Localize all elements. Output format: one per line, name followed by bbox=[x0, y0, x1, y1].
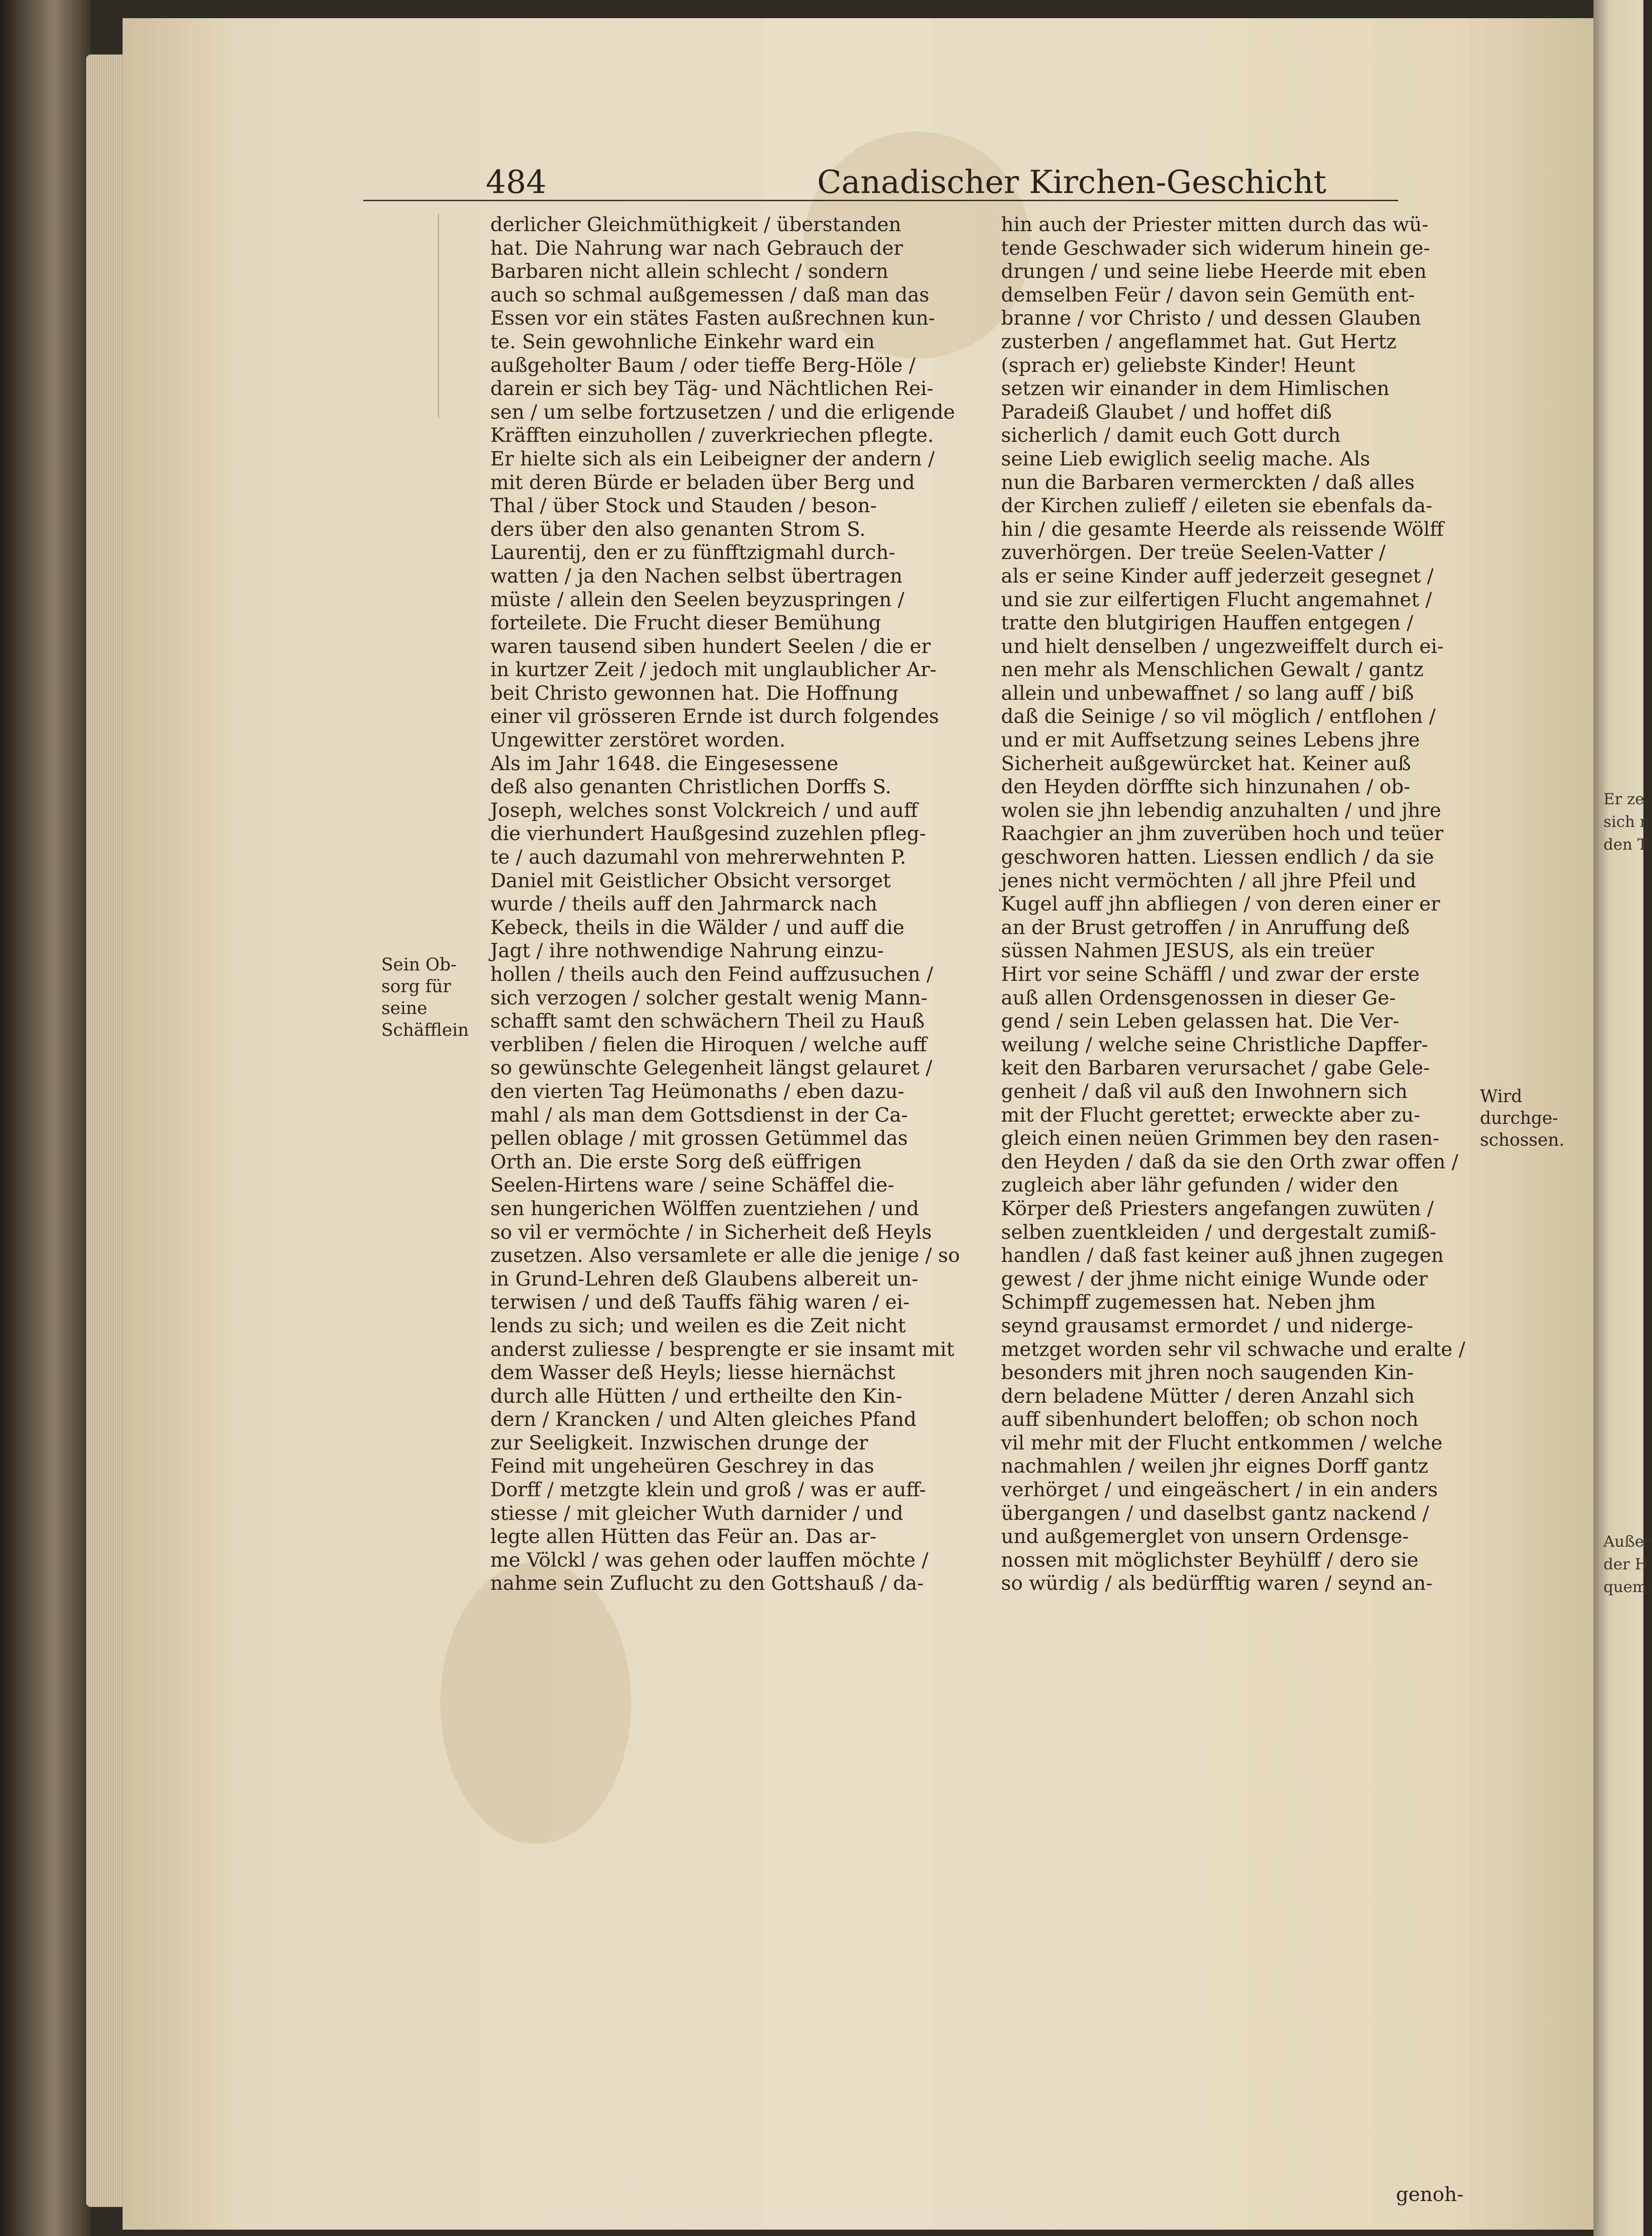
text-line: Thal / über Stock und Stauden / beson- bbox=[490, 495, 877, 518]
text-line: stiesse / mit gleicher Wuth darnider / und bbox=[490, 1502, 903, 1525]
text-line: Raachgier an jhm zuverüben hoch und teüer bbox=[1001, 822, 1444, 846]
next-page-text: der H bbox=[1603, 1555, 1648, 1573]
text-line: Als im Jahr 1648. die Eingesessene bbox=[490, 752, 838, 775]
text-line: setzen wir einander in dem Himlischen bbox=[1001, 377, 1390, 401]
text-line: deß also genanten Christlichen Dorffs S. bbox=[490, 776, 892, 799]
text-line: so gewünschte Gelegenheit längst gelauret / bbox=[490, 1057, 932, 1080]
text-line: Feind mit ungeheüren Geschrey in das bbox=[490, 1455, 874, 1478]
text-line: allein und unbewaffnet / so lang auff / biß bbox=[1001, 682, 1414, 705]
text-line: auff sibenhundert beloffen; ob schon noch bbox=[1001, 1408, 1419, 1431]
text-line: Sicherheit außgewürcket hat. Keiner auß bbox=[1001, 752, 1411, 775]
text-line: mit deren Bürde er beladen über Berg und bbox=[490, 471, 915, 494]
text-line: dern beladene Mütter / deren Anzahl sich bbox=[1001, 1385, 1415, 1408]
text-line: müste / allein den Seelen beyzuspringen / bbox=[490, 588, 905, 611]
text-line: verhörget / und eingeäschert / in ein anders bbox=[1001, 1479, 1438, 1502]
text-line: außgeholter Baum / oder tieffe Berg-Höle / bbox=[490, 354, 916, 377]
text-line: ders über den also genanten Strom S. bbox=[490, 518, 866, 541]
text-line: zuverhörgen. Der treüe Seelen-Vatter / bbox=[1001, 541, 1386, 564]
text-line: sich verzogen / solcher gestalt wenig Mann- bbox=[490, 986, 927, 1009]
text-line: hollen / theils auch den Feind auffzusuchen / bbox=[490, 963, 933, 986]
text-line: beit Christo gewonnen hat. Die Hoffnung bbox=[490, 682, 899, 705]
text-line: Ungewitter zerstöret worden. bbox=[490, 729, 786, 752]
text-line: lends zu sich; und weilen es die Zeit nicht bbox=[490, 1314, 906, 1337]
text-line: forteilete. Die Frucht dieser Bemühung bbox=[490, 612, 881, 635]
marginal-line: Wird bbox=[1480, 1086, 1523, 1106]
text-line: genheit / daß vil auß den Inwohnern sich bbox=[1001, 1080, 1408, 1103]
text-line: durch alle Hütten / und ertheilte den Kin- bbox=[490, 1385, 902, 1408]
text-line: und sie zur eilfertigen Flucht angemahnet / bbox=[1001, 588, 1432, 611]
next-page-text: sich n bbox=[1603, 813, 1650, 831]
text-line: den vierten Tag Heümonaths / eben dazu- bbox=[490, 1080, 904, 1103]
text-line: tratte den blutgirigen Hauffen entgegen / bbox=[1001, 612, 1414, 635]
text-line: Kräfften einzuhollen / zuverkriechen pflegte. bbox=[490, 424, 934, 447]
page-edges bbox=[86, 54, 127, 2207]
text-line: der Kirchen zulieff / eileten sie ebenfals da- bbox=[1001, 495, 1433, 518]
text-line: dern / Krancken / und Alten gleiches Pfand bbox=[490, 1408, 917, 1431]
text-line: anderst zuliesse / besprengte er sie insamt mit bbox=[490, 1338, 955, 1361]
text-line: Joseph, welches sonst Volckreich / und auff bbox=[490, 799, 918, 822]
text-line: Körper deß Priesters angefangen zuwüten / bbox=[1001, 1197, 1434, 1220]
text-line: geschworen hatten. Liessen endlich / da sie bbox=[1001, 846, 1434, 869]
text-column-right bbox=[1001, 213, 1478, 1596]
text-line: (sprach er) geliebste Kinder! Heunt bbox=[1001, 354, 1356, 377]
text-line: auch so schmal außgemessen / daß man das bbox=[490, 283, 929, 307]
text-line: handlen / daß fast keiner auß jhnen zugegen bbox=[1001, 1244, 1444, 1267]
marginal-line: seine bbox=[381, 998, 428, 1018]
page-header bbox=[363, 163, 1398, 201]
text-line: in kurtzer Zeit / jedoch mit unglaublicher Ar- bbox=[490, 658, 937, 682]
text-line: Er hielte sich als ein Leibeigner der andern / bbox=[490, 447, 935, 470]
next-page-text: quem, bbox=[1603, 1578, 1652, 1596]
text-line: daß die Seinige / so vil möglich / entflohen / bbox=[1001, 705, 1436, 728]
text-line: Schimpff zugemessen hat. Neben jhm bbox=[1001, 1291, 1376, 1314]
text-line: watten / ja den Nachen selbst übertragen bbox=[490, 564, 902, 588]
text-line: Kugel auff jhn abfliegen / von deren einer er bbox=[1001, 893, 1440, 916]
text-line: derlicher Gleichmüthigkeit / überstanden bbox=[490, 213, 902, 236]
text-line: gleich einen neüen Grimmen bey den rasen- bbox=[1001, 1127, 1440, 1150]
text-line: demselben Feür / davon sein Gemüth ent- bbox=[1001, 283, 1415, 307]
text-line: Jagt / ihre nothwendige Nahrung einzu- bbox=[490, 940, 884, 963]
page-number: 484 bbox=[486, 163, 547, 201]
text-line: schafft samt den schwächern Theil zu Hauß bbox=[490, 1010, 925, 1033]
text-line: te. Sein gewohnliche Einkehr ward ein bbox=[490, 330, 875, 353]
margin-rule bbox=[438, 213, 439, 418]
text-line: einer vil grösseren Ernde ist durch folgendes bbox=[490, 705, 939, 728]
text-line: mahl / als man dem Gottsdienst in der Ca- bbox=[490, 1103, 908, 1127]
marginal-line: durchge- bbox=[1480, 1108, 1558, 1128]
text-line: gend / sein Leben gelassen hat. Die Ver- bbox=[1001, 1010, 1400, 1033]
marginal-note-right bbox=[1480, 1085, 1571, 1151]
text-line: nun die Barbaren vermerckten / daß alles bbox=[1001, 471, 1415, 494]
next-page-text: den T bbox=[1603, 836, 1648, 854]
text-line: und außgemerglet von unsern Ordensge- bbox=[1001, 1525, 1409, 1548]
text-line: waren tausend siben hundert Seelen / die er bbox=[490, 635, 931, 658]
text-line: nahme sein Zuflucht zu den Gottshauß / da- bbox=[490, 1572, 924, 1595]
next-page-edge bbox=[1593, 0, 1652, 2236]
text-line: und er mit Auffsetzung seines Lebens jhre bbox=[1001, 729, 1420, 752]
text-line: weilung / welche seine Christliche Dapffer- bbox=[1001, 1033, 1428, 1056]
text-line: hat. Die Nahrung war nach Gebrauch der bbox=[490, 237, 903, 260]
running-title: Canadischer Kirchen-Geschicht bbox=[817, 163, 1327, 201]
text-line: vil mehr mit der Flucht entkommen / welche bbox=[1001, 1431, 1443, 1454]
text-line: zugleich aber lähr gefunden / wider den bbox=[1001, 1174, 1399, 1197]
marginal-line: Schäfflein bbox=[381, 1020, 469, 1040]
text-line: sicherlich / damit euch Gott durch bbox=[1001, 424, 1341, 447]
text-line: zur Seeligkeit. Inzwischen drunge der bbox=[490, 1431, 868, 1454]
text-line: terwisen / und deß Tauffs fähig waren / ei- bbox=[490, 1291, 910, 1314]
text-column-left bbox=[490, 213, 967, 1596]
text-line: pellen oblage / mit grossen Getümmel das bbox=[490, 1127, 908, 1150]
text-line: nachmahlen / weilen jhr eignes Dorff gantz bbox=[1001, 1455, 1429, 1478]
text-line: mit der Flucht gerettet; erweckte aber zu- bbox=[1001, 1103, 1420, 1127]
text-line: Kebeck, theils in die Wälder / und auff die bbox=[490, 916, 905, 939]
text-line: Daniel mit Geistlicher Obsicht versorget bbox=[490, 869, 891, 892]
text-line: süssen Nahmen JESUS, als ein treüer bbox=[1001, 940, 1374, 963]
text-line: drungen / und seine liebe Heerde mit eben bbox=[1001, 260, 1427, 283]
text-line: Barbaren nicht allein schlecht / sondern bbox=[490, 260, 888, 283]
text-line: wurde / theils auff den Jahrmarck nach bbox=[490, 893, 878, 916]
text-line: legte allen Hütten das Feür an. Das ar- bbox=[490, 1525, 877, 1548]
text-line: auß allen Ordensgenossen in dieser Ge- bbox=[1001, 986, 1396, 1009]
text-line: sen / um selbe fortzusetzen / und die erligende bbox=[490, 401, 955, 424]
text-line: so würdig / als bedürfftig waren / seynd an- bbox=[1001, 1572, 1433, 1595]
text-line: dem Wasser deß Heyls; liesse hiernächst bbox=[490, 1361, 895, 1385]
text-line: wolen sie jhn lebendig anzuhalten / und jhre bbox=[1001, 799, 1441, 822]
text-line: den Heyden / daß da sie den Orth zwar offen / bbox=[1001, 1150, 1459, 1173]
book-cover-edge bbox=[0, 0, 91, 2236]
text-line: so vil er vermöchte / in Sicherheit deß Heyls bbox=[490, 1221, 932, 1244]
text-line: tende Geschwader sich widerum hinein ge- bbox=[1001, 237, 1430, 260]
next-page-text: Außer bbox=[1603, 1533, 1652, 1551]
text-line: Hirt vor seine Schäffl / und zwar der erste bbox=[1001, 963, 1420, 986]
text-line: besonders mit jhren noch saugenden Kin- bbox=[1001, 1361, 1414, 1385]
text-line: jenes nicht vermöchten / all jhre Pfeil und bbox=[1001, 869, 1416, 892]
text-line: als er seine Kinder auff jederzeit gesegnet / bbox=[1001, 564, 1434, 588]
text-line: den Heyden dörffte sich hinzunahen / ob- bbox=[1001, 776, 1410, 799]
marginal-note-left bbox=[381, 954, 481, 1041]
text-line: nossen mit möglichster Beyhülff / dero sie bbox=[1001, 1548, 1419, 1572]
text-line: branne / vor Christo / und dessen Glauben bbox=[1001, 307, 1421, 330]
text-line: keit den Barbaren verursachet / gabe Gele- bbox=[1001, 1057, 1430, 1080]
text-line: Paradeiß Glaubet / und hoffet diß bbox=[1001, 401, 1332, 424]
text-line: me Völckl / was gehen oder lauffen möchte / bbox=[490, 1548, 928, 1572]
text-line: metzget worden sehr vil schwache und eralte / bbox=[1001, 1338, 1465, 1361]
text-line: seine Lieb ewiglich seelig mache. Als bbox=[1001, 447, 1371, 470]
catchword: genoh- bbox=[1396, 2183, 1464, 2206]
text-line: selben zuentkleiden / und dergestalt zumiß- bbox=[1001, 1221, 1436, 1244]
text-line: Seelen-Hirtens ware / seine Schäffel die- bbox=[490, 1174, 894, 1197]
text-line: Essen vor ein stätes Fasten außrechnen kun- bbox=[490, 307, 935, 330]
text-line: Dorff / metzgte klein und groß / was er auff- bbox=[490, 1479, 926, 1502]
text-line: sen hungerichen Wölffen zuentziehen / und bbox=[490, 1197, 919, 1220]
text-line: in Grund-Lehren deß Glaubens albereit un- bbox=[490, 1267, 918, 1291]
text-line: te / auch dazumahl von mehrerwehnten P. bbox=[490, 846, 906, 869]
text-line: die vierhundert Haußgesind zuzehlen pfleg- bbox=[490, 822, 926, 846]
text-line: zusterben / angeflammet hat. Gut Hertz bbox=[1001, 330, 1397, 353]
text-line: seynd grausamst ermordet / und niderge- bbox=[1001, 1314, 1413, 1337]
text-line: hin auch der Priester mitten durch das wü- bbox=[1001, 213, 1429, 236]
marginal-line: sorg für bbox=[381, 976, 451, 996]
text-line: verbliben / fielen die Hiroquen / welche auff bbox=[490, 1033, 927, 1056]
marginal-line: schossen. bbox=[1480, 1130, 1565, 1150]
text-line: hin / die gesamte Heerde als reissende Wölff bbox=[1001, 518, 1444, 541]
paper-stain bbox=[440, 1562, 631, 1844]
text-line: an der Brust getroffen / in Anruffung deß bbox=[1001, 916, 1410, 939]
text-line: Orth an. Die erste Sorg deß eüffrigen bbox=[490, 1150, 862, 1173]
text-line: darein er sich bey Täg- und Nächtlichen Rei- bbox=[490, 377, 934, 401]
marginal-line: Sein Ob- bbox=[381, 955, 457, 975]
text-line: Laurentij, den er zu fünfftzigmahl durch- bbox=[490, 541, 895, 564]
text-line: und hielt denselben / ungezweiffelt durch ei- bbox=[1001, 635, 1444, 658]
text-line: zusetzen. Also versamlete er alle die jenige / so bbox=[490, 1244, 960, 1267]
next-page-text: Er ze bbox=[1603, 790, 1644, 808]
text-line: übergangen / und daselbst gantz nackend / bbox=[1001, 1502, 1429, 1525]
text-line: nen mehr als Menschlichen Gewalt / gantz bbox=[1001, 658, 1424, 682]
text-line: gewest / der jhme nicht einige Wunde oder bbox=[1001, 1267, 1428, 1291]
